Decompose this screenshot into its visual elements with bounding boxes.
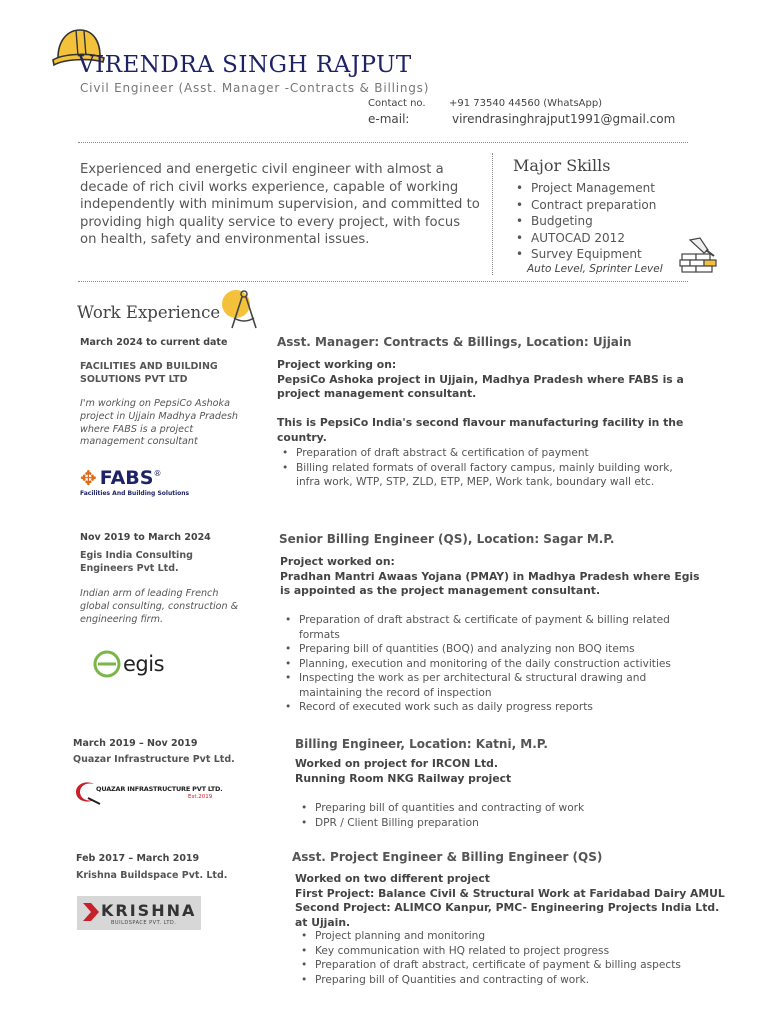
job-responsibilities xyxy=(280,446,700,490)
project-label: Worked on project for IRCON Ltd. xyxy=(295,757,498,770)
job-company: Egis India Consulting Engineers Pvt Ltd. xyxy=(80,550,193,574)
compass-icon xyxy=(220,288,266,334)
skill-subtext: Auto Level, Sprinter Level xyxy=(527,263,663,275)
krishna-logo xyxy=(77,896,201,930)
fabs-logo-text: FABS xyxy=(99,467,154,489)
egis-logo-mark-icon xyxy=(92,649,122,679)
divider-top xyxy=(78,142,688,143)
responsibility-item: • Key communication with HQ related to project progress xyxy=(299,944,739,959)
project-text: First Project: Balance Civil & Structural Work at Faridabad Dairy AMUL xyxy=(295,886,725,900)
contact-number: +91 73540 44560 (WhatsApp) xyxy=(449,98,603,109)
responsibility-item: • Preparing bill of quantities (BOQ) and analyzing non BOQ items xyxy=(283,642,703,657)
project-text: PepsiCo Ashoka project in Ujjain, Madhya Pradesh where FABS is a project management consultant. xyxy=(277,372,684,400)
job-title: Senior Billing Engineer (QS), Location: Sagar M.P. xyxy=(279,532,615,546)
egis-logo-text: egis xyxy=(123,652,165,676)
job-date: Nov 2019 to March 2024 xyxy=(80,532,211,543)
skill-item: • AUTOCAD 2012 xyxy=(516,230,706,247)
project-note: This is PepsiCo India's second flavour manufacturing facility in the country. xyxy=(277,416,684,444)
project-label: Project worked on: xyxy=(280,555,395,568)
skill-item: • Project Management xyxy=(516,180,706,197)
job-company: Quazar Infrastructure Pvt Ltd. xyxy=(73,754,235,765)
divider-vertical xyxy=(492,153,493,275)
work-experience-heading: Work Experience xyxy=(77,303,221,322)
quazar-logo-subtext: Est.2019 xyxy=(188,794,213,800)
fabs-logo-mark-icon: ✥ xyxy=(80,466,97,490)
skills-heading: Major Skills xyxy=(513,156,611,175)
job-company-description: I'm working on PepsiCo Ashoka project in Ujjain Madhya Pradesh where FABS is a project management consultant xyxy=(80,398,238,448)
skill-item: • Contract preparation xyxy=(516,197,706,214)
responsibility-item: • Billing related formats of overall factory campus, mainly building work, infra work, WTP, STP, ZLD, ETP, MEP, Work tank, boundary wall etc. xyxy=(280,461,700,490)
project-label: Worked on two different project xyxy=(295,872,490,885)
email-address[interactable]: virendrasinghrajput1991@gmail.com xyxy=(452,112,676,126)
job-date: March 2019 – Nov 2019 xyxy=(73,738,198,749)
job-responsibilities xyxy=(299,801,719,830)
quazar-logo-text: QUAZAR INFRASTRUCTURE PVT LTD. xyxy=(96,785,223,793)
job-title: Asst. Project Engineer & Billing Engineer (QS) xyxy=(292,850,603,864)
job-title: Asst. Manager: Contracts & Billings, Location: Ujjain xyxy=(277,335,632,349)
job-project xyxy=(280,555,700,599)
job-company: Krishna Buildspace Pvt. Ltd. xyxy=(76,870,228,881)
contact-label: Contact no. xyxy=(368,98,426,109)
job-responsibilities xyxy=(283,613,703,715)
responsibility-item: • Record of executed work such as daily progress reports xyxy=(283,700,703,715)
responsibility-item: • Inspecting the work as per architectural & structural drawing and maintaining the record of inspection xyxy=(283,671,703,700)
brick-wall-icon xyxy=(678,236,720,276)
project-note: Second Project: ALIMCO Kanpur, PMC- Engineering Projects India Ltd. at Ujjain. xyxy=(295,901,720,929)
krishna-logo-subtext: BUILDSPACE PVT. LTD. xyxy=(111,920,177,926)
responsibility-item: • Preparation of draft abstract, certificate of payment & billing aspects xyxy=(299,958,739,973)
job-company: FACILITIES AND BUILDING SOLUTIONS PVT LTD xyxy=(80,361,218,385)
job-date: Feb 2017 – March 2019 xyxy=(76,853,200,864)
responsibility-item: • Preparation of draft abstract & certification of payment xyxy=(280,446,700,461)
job-company-description: Indian arm of leading French global consulting, construction & engineering firm. xyxy=(80,588,239,625)
job-project xyxy=(295,757,715,786)
divider-middle xyxy=(78,281,688,282)
project-label: Project working on: xyxy=(277,358,397,371)
job-date: March 2024 to current date xyxy=(80,337,228,348)
project-text: Running Room NKG Railway project xyxy=(295,771,512,785)
project-text: Pradhan Mantri Awaas Yojana (PMAY) in Madhya Pradesh where Egis is appointed as the project management consultant. xyxy=(280,569,700,597)
candidate-subtitle: Civil Engineer (Asst. Manager -Contracts & Billings) xyxy=(80,81,430,95)
responsibility-item: • DPR / Client Billing preparation xyxy=(299,816,719,831)
responsibility-item: • Preparing bill of Quantities and contracting of work. xyxy=(299,973,739,988)
job-title: Billing Engineer, Location: Katni, M.P. xyxy=(295,737,548,751)
profile-summary: Experienced and energetic civil engineer with almost a decade of rich civil works experience, capable of working independently with minimum supervision, and committed to providing high quality service to every project, with focus on health, safety and environmental issues. xyxy=(80,162,480,247)
quazar-logo xyxy=(72,778,222,806)
fabs-logo-subtext: Facilities And Building Solutions xyxy=(80,490,190,497)
job-project xyxy=(295,872,735,930)
krishna-logo-mark-icon xyxy=(81,901,101,923)
email-label: e-mail: xyxy=(368,112,410,126)
responsibility-item: • Preparing bill of quantities and contracting of work xyxy=(299,801,719,816)
responsibility-item: • Preparation of draft abstract & certificate of payment & billing related formats xyxy=(283,613,703,642)
fabs-logo: ✥ FABS ® Facilities And Building Solutions xyxy=(80,466,190,497)
egis-logo xyxy=(92,648,164,680)
responsibility-item: • Project planning and monitoring xyxy=(299,929,739,944)
job-responsibilities xyxy=(299,929,739,987)
skill-item: • Survey Equipment xyxy=(516,246,706,263)
job-project xyxy=(277,358,697,402)
skill-item: • Budgeting xyxy=(516,213,706,230)
responsibility-item: • Planning, execution and monitoring of the daily construction activities xyxy=(283,657,703,672)
krishna-logo-text: KRISHNA xyxy=(101,901,197,920)
candidate-name: VIRENDRA SINGH RAJPUT xyxy=(78,52,412,78)
